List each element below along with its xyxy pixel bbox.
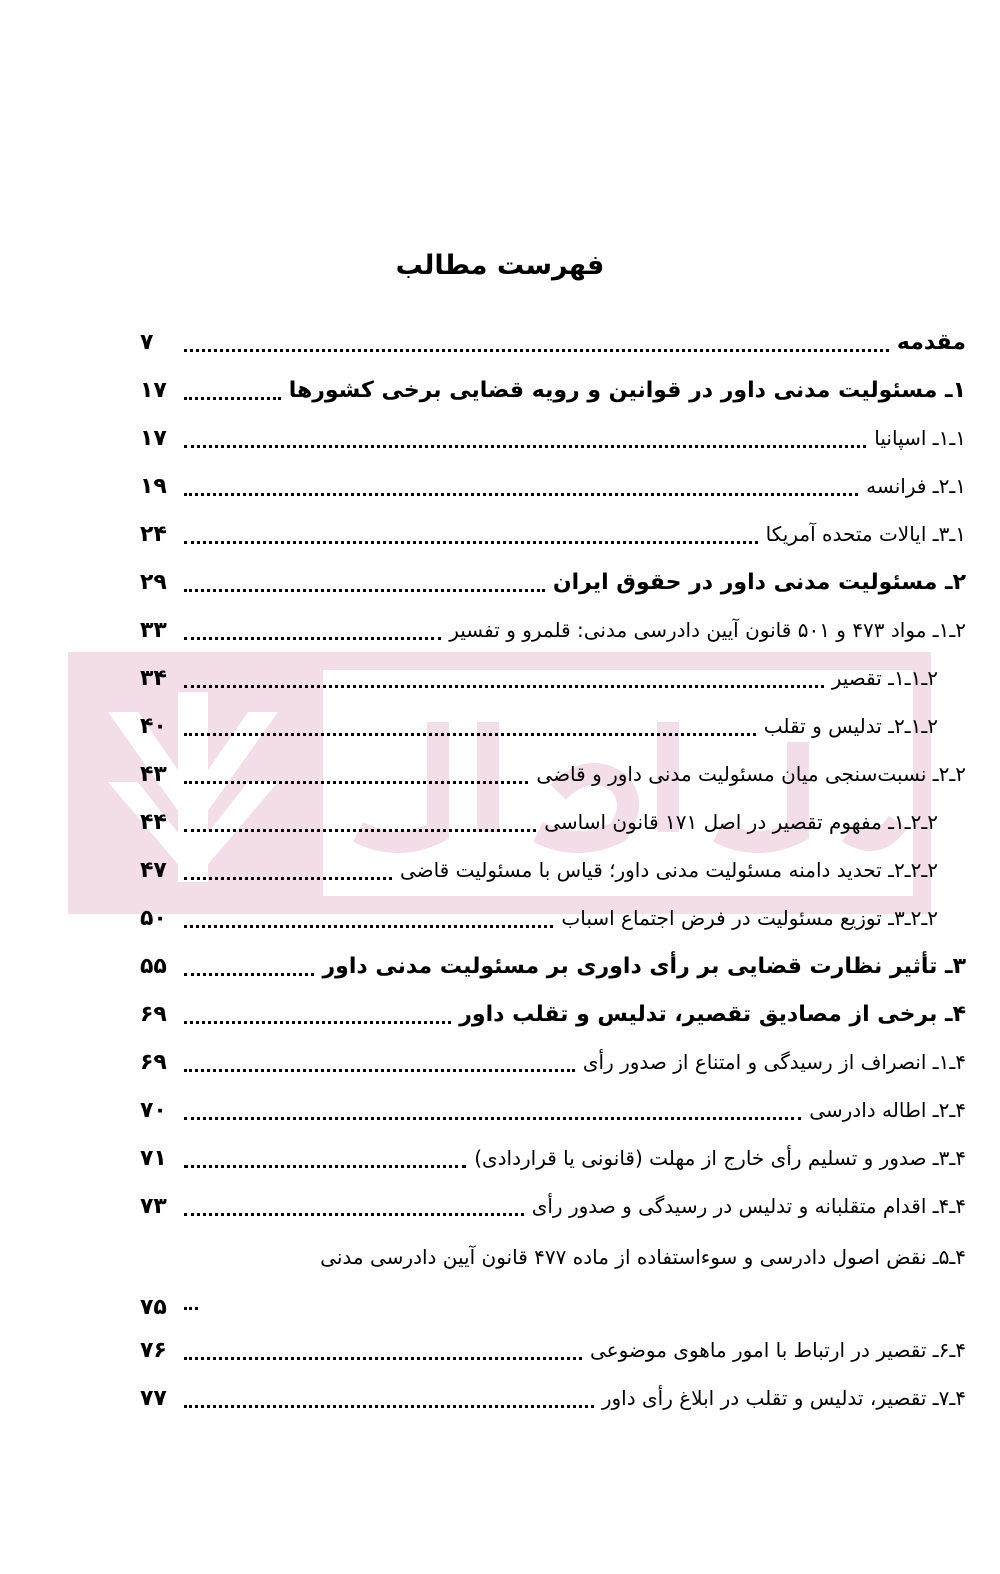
- table-of-contents: [140, 318, 966, 1422]
- toc-leader-dots: [184, 1165, 466, 1168]
- toc-entry-label: ۱ـ۳ـ ایالات متحده آمریکا: [765, 522, 966, 546]
- toc-leader-dots: [184, 973, 314, 976]
- toc-leader-dots: [184, 637, 441, 640]
- toc-entry: [140, 1182, 966, 1230]
- toc-entry: [140, 846, 966, 894]
- toc-leader-dots: [184, 349, 889, 352]
- toc-leader-dots: [184, 1213, 524, 1216]
- toc-leader-dots: [184, 829, 536, 832]
- toc-page-number: ۳۴: [140, 665, 167, 691]
- toc-entry: [140, 510, 966, 558]
- toc-page-number: ۱۹: [140, 473, 167, 499]
- toc-entry-label: ۴ـ برخی از مصادیق تقصیر، تدلیس و تقلب داور: [459, 1001, 966, 1027]
- toc-page-number: ۷۷: [140, 1385, 167, 1411]
- toc-entry-label: ۴ـ۲ـ اطاله دادرسی: [809, 1098, 966, 1122]
- toc-page-number: ۷۱: [140, 1145, 167, 1171]
- toc-leader-dots: [184, 781, 528, 784]
- toc-leader-dots: [184, 541, 758, 544]
- toc-page-number: ۷۵: [140, 1295, 167, 1320]
- toc-entry-label: ۴ـ۷ـ تقصیر، تدلیس و تقلب در ابلاغ رأی داور: [601, 1386, 966, 1410]
- toc-entry-label: ۱ـ مسئولیت مدنی داور در قوانین و رویه قضایی برخی کشورها: [288, 377, 966, 403]
- toc-entry-label: ۲ـ۲ـ۱ـ مفهوم تقصیر در اصل ۱۷۱ قانون اساسی: [544, 810, 938, 834]
- toc-entry-label: مقدمه: [896, 329, 966, 355]
- toc-entry: [140, 414, 966, 462]
- toc-entry: [140, 654, 966, 702]
- toc-page-number: ۴۰: [140, 713, 167, 739]
- toc-entry: [140, 1374, 966, 1422]
- toc-entry: [140, 1134, 966, 1182]
- toc-entry: [140, 990, 966, 1038]
- toc-page-number: ۲۴: [140, 521, 167, 547]
- toc-entry-label: ۴ـ۱ـ انصراف از رسیدگی و امتناع از صدور رأی: [582, 1050, 966, 1074]
- toc-page-number: ۷۳: [140, 1193, 167, 1219]
- toc-leader-dots: [184, 733, 756, 736]
- toc-leader-dots: [184, 445, 866, 448]
- toc-leader-dots: [184, 1069, 575, 1072]
- toc-page-number: ۲۹: [140, 569, 167, 595]
- toc-entry-label: ۱ـ۲ـ فرانسه: [866, 474, 966, 498]
- toc-entry-label: ۲ـ۲ـ۲ـ تحدید دامنه مسئولیت مدنی داور؛ قیاس با مسئولیت قاضی: [399, 858, 938, 882]
- toc-leader-dots: [184, 877, 392, 880]
- toc-page-number: ۵۵: [140, 953, 167, 979]
- toc-entry: [140, 462, 966, 510]
- toc-page-number: ۴۷: [140, 857, 167, 883]
- toc-entry: [140, 1038, 966, 1086]
- page-title: فهرست مطالب: [395, 250, 605, 281]
- toc-leader-dots: [184, 1405, 594, 1408]
- toc-entry: [140, 1326, 966, 1374]
- toc-page-number: ۴۳: [140, 761, 167, 787]
- toc-entry: [140, 1230, 966, 1326]
- toc-entry: [140, 318, 966, 366]
- toc-entry: [140, 942, 966, 990]
- toc-entry: [140, 798, 966, 846]
- toc-entry: [140, 750, 966, 798]
- toc-entry: [140, 1086, 966, 1134]
- toc-leader-dots: [184, 685, 824, 688]
- toc-leader-dots: [184, 1357, 582, 1360]
- toc-entry-label: ۲ـ۱ـ۱ـ تقصیر: [831, 666, 938, 690]
- toc-entry-label: ۱ـ۱ـ اسپانیا: [874, 426, 966, 450]
- toc-entry-label: ۲ـ مسئولیت مدنی داور در حقوق ایران: [552, 569, 966, 595]
- toc-page-number: ۶۹: [140, 1049, 167, 1075]
- toc-page-number: ۶۹: [140, 1001, 167, 1027]
- toc-page-number: ۱۷: [140, 377, 167, 403]
- toc-page-number: ۴۴: [140, 809, 167, 835]
- toc-leader-dots: [184, 397, 281, 400]
- toc-entry-label: ۲ـ۱ـ۲ـ تدلیس و تقلب: [763, 714, 938, 738]
- toc-leader-dots: [184, 589, 545, 592]
- toc-entry-label: ۲ـ۲ـ۳ـ توزیع مسئولیت در فرض اجتماع اسباب: [561, 906, 938, 930]
- toc-page-number: ۱۷: [140, 425, 167, 451]
- toc-page-number: ۷۰: [140, 1097, 167, 1123]
- toc-entry: [140, 894, 966, 942]
- toc-entry-label: ۴ـ۴ـ اقدام متقلبانه و تدلیس در رسیدگی و صدور رأی: [531, 1194, 966, 1218]
- toc-entry: [140, 558, 966, 606]
- toc-entry-label: ۳ـ تأثیر نظارت قضایی بر رأی داوری بر مسئولیت مدنی داور: [322, 953, 966, 979]
- toc-entry-label: ۴ـ۵ـ نقض اصول دادرسی و سوءاستفاده از ماده ۴۷۷ قانون آیین دادرسی مدنی: [320, 1245, 966, 1269]
- toc-entry-label: ۴ـ۳ـ صدور و تسلیم رأی خارج از مهلت (قانونی یا قراردادی): [474, 1146, 966, 1170]
- toc-page-number: ۷۶: [140, 1337, 167, 1363]
- toc-entry: [140, 702, 966, 750]
- toc-entry-label: ۴ـ۶ـ تقصیر در ارتباط با امور ماهوی موضوعی: [589, 1338, 966, 1362]
- toc-leader-dots: [184, 1117, 801, 1120]
- toc-entry: [140, 366, 966, 414]
- toc-entry: [140, 606, 966, 654]
- toc-leader-dots: [184, 493, 858, 496]
- toc-page-number: ۵۰: [140, 905, 167, 931]
- toc-page-number: ۳۳: [140, 617, 167, 643]
- toc-leader-dots: [184, 1021, 451, 1024]
- toc-page-number: ۷: [140, 329, 154, 355]
- toc-leader-dots: [184, 925, 553, 928]
- toc-entry-label: ۲ـ۱ـ مواد ۴۷۳ و ۵۰۱ قانون آیین دادرسی مدنی: قلمرو و تفسیر: [449, 618, 966, 642]
- toc-entry-label: ۲ـ۲ـ نسبت‌سنجی میان مسئولیت مدنی داور و قاضی: [536, 762, 966, 786]
- toc-leader-dots: [184, 1307, 198, 1310]
